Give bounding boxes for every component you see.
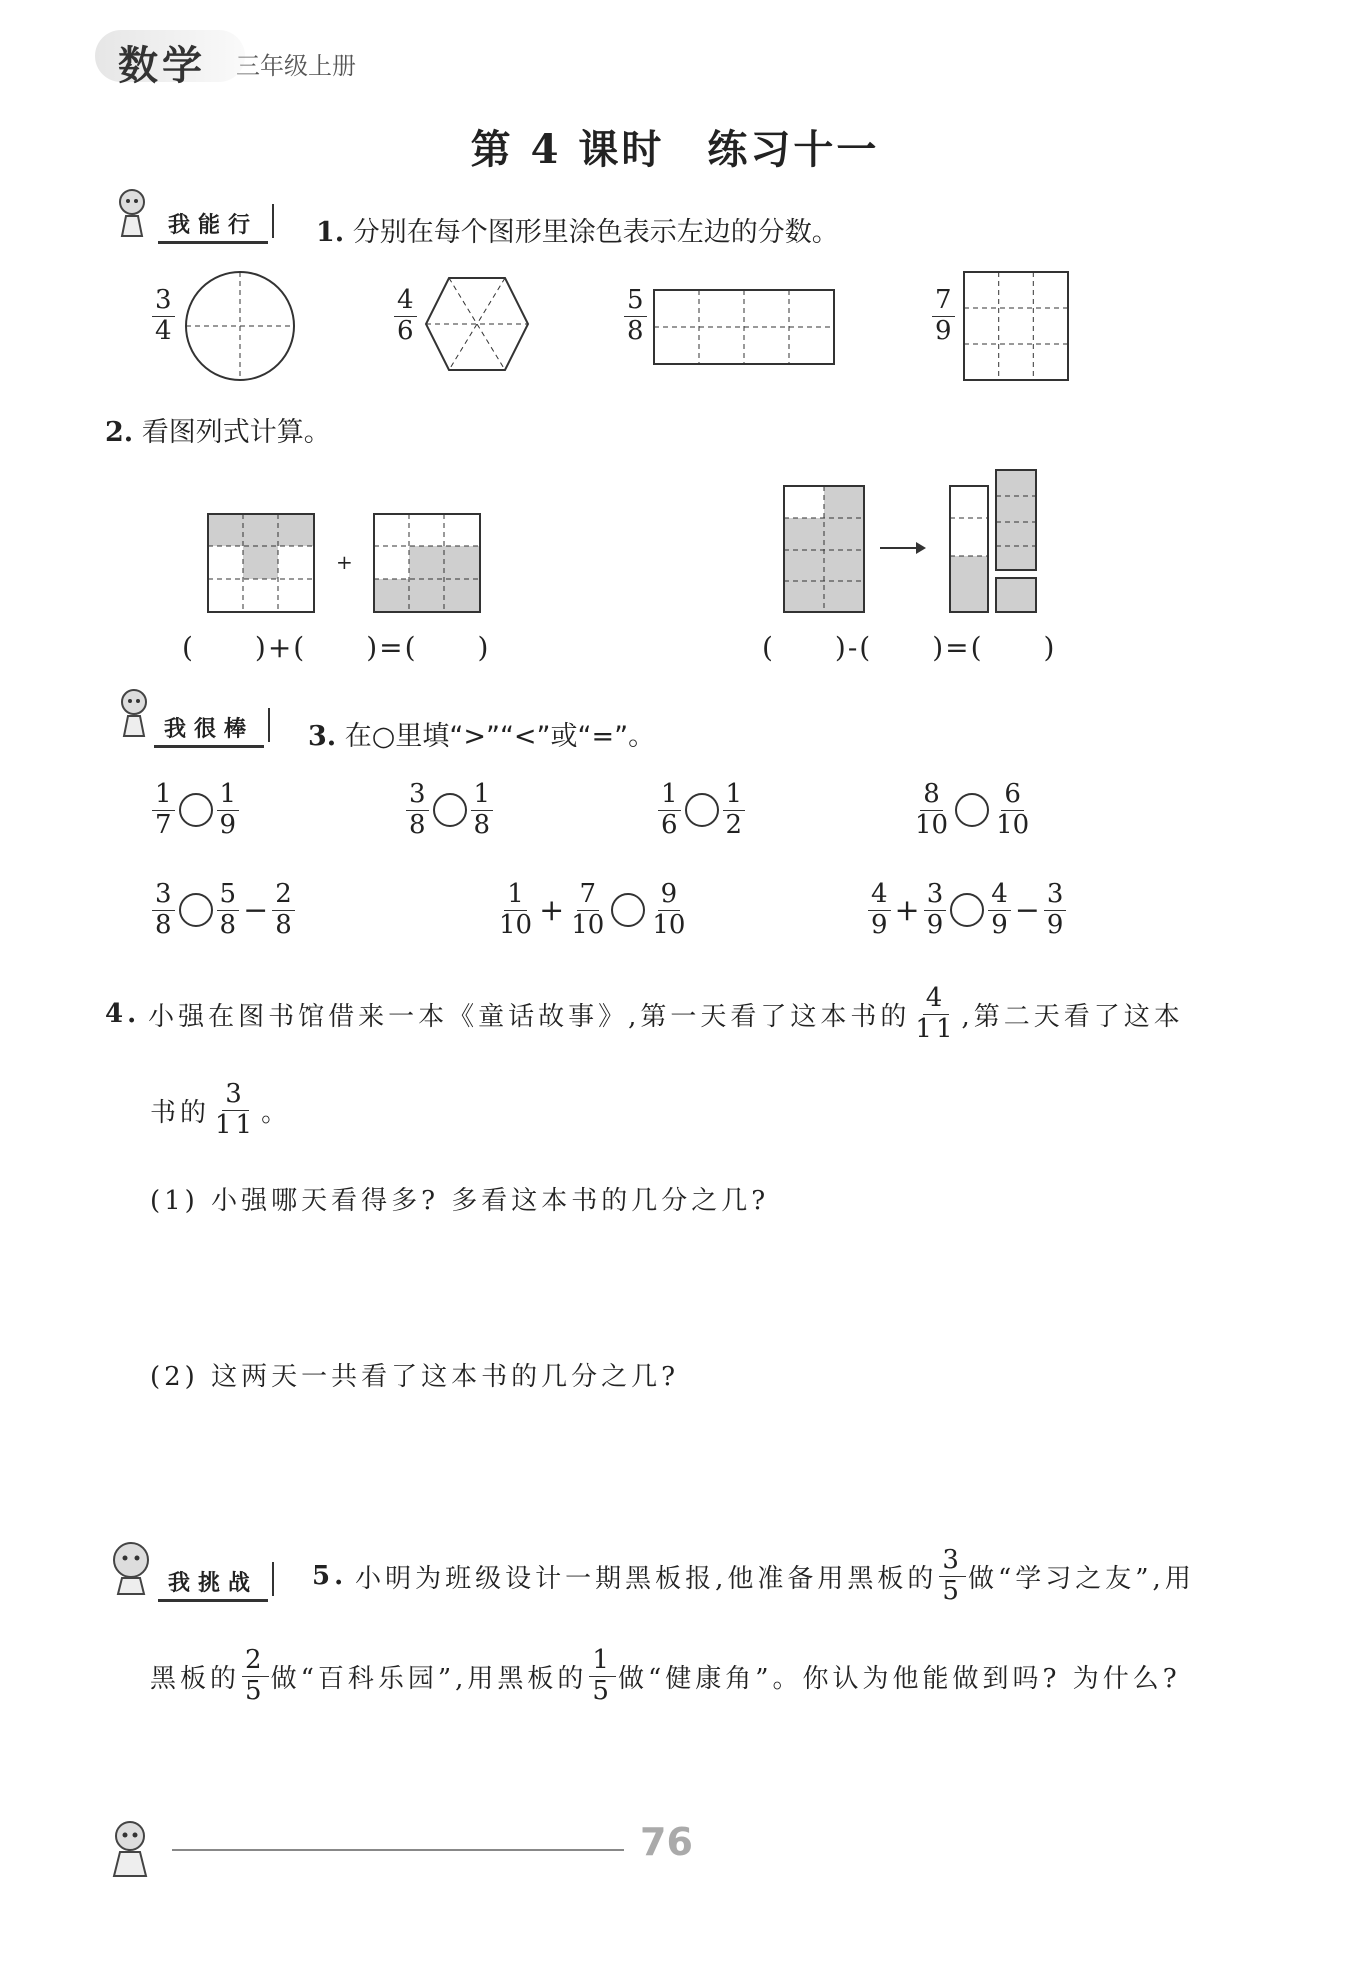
answer-circle[interactable] xyxy=(179,893,213,927)
compare-item: $\frac{1}{10}$ + $\frac{7}{10}$ $\frac{9}{10}$ xyxy=(499,879,686,940)
answer-circle[interactable] xyxy=(950,893,984,927)
arrow-right-icon xyxy=(880,540,926,556)
compare-item: $\frac{8}{10}$ $\frac{6}{10}$ xyxy=(915,779,1030,840)
answer-area-4-2[interactable] xyxy=(150,1406,1250,1516)
answer-circle[interactable] xyxy=(611,893,645,927)
answer-circle[interactable] xyxy=(179,793,213,827)
question-2 xyxy=(105,410,331,449)
badge-wo-hen-bang: 我很棒 xyxy=(154,712,264,748)
q1-fraction-2: $\frac{4}{6}$ xyxy=(392,286,419,347)
circle-shape[interactable] xyxy=(182,268,298,384)
addend-grid-1 xyxy=(206,512,316,614)
answer-circle[interactable] xyxy=(955,793,989,827)
question-5-cont: 黑板的 $\frac{2}{5}$ 做“百科乐园”,用黑板的 $\frac{1}{5}$ 做“健康角”。你认为他能做到吗? 为什么? xyxy=(150,1645,1181,1706)
footer-mascot-icon xyxy=(100,1818,160,1880)
question-2-text: 看图列式计算。 xyxy=(141,417,331,448)
page-number: 76 xyxy=(640,1820,693,1864)
question-2-number: 2. xyxy=(105,417,134,448)
compare-item: $\frac{1}{6}$ $\frac{1}{2}$ xyxy=(656,780,747,841)
question-4-sub-2: (2) 这两天一共看了这本书的几分之几? xyxy=(150,1362,680,1392)
question-3 xyxy=(308,714,655,753)
answer-area-5[interactable] xyxy=(150,1730,1250,1820)
answer-area-4-1[interactable] xyxy=(150,1230,1250,1340)
grade-label: 三年级上册 xyxy=(236,52,356,80)
footer-rule xyxy=(172,1849,624,1851)
q1-fraction-1: $\frac{3}{4}$ xyxy=(150,286,177,347)
page-title: 第 4 课时 练习十一 xyxy=(470,126,880,173)
mascot-icon xyxy=(106,1540,156,1596)
question-3-text: 在○里填“>”“<”或“=”。 xyxy=(344,721,656,752)
question-1-number: 1. xyxy=(316,217,345,248)
question-5: 5. 小明为班级设计一期黑板报,他准备用黑板的 $\frac{3}{5}$ 做“学习之友”,用 xyxy=(312,1545,1195,1606)
compare-item: $\frac{3}{8}$ $\frac{5}{8}$ − $\frac{2}{8}$ xyxy=(150,880,297,941)
answer-circle[interactable] xyxy=(433,793,467,827)
subject-label: 数学 xyxy=(118,43,206,89)
compare-item: $\frac{3}{8}$ $\frac{1}{8}$ xyxy=(404,780,495,841)
question-1-text: 分别在每个图形里涂色表示左边的分数。 xyxy=(352,217,839,248)
question-4-cont: 书的 $\frac{3}{11}$ 。 xyxy=(150,1079,292,1140)
mascot-icon xyxy=(110,686,156,742)
question-4: 4. 小强在图书馆借来一本《童话故事》,第一天看了这本书的 $\frac{4}{11}$ ,第二天看了这本 xyxy=(105,983,1184,1044)
question-5-number: 5. xyxy=(312,1561,348,1592)
result-split-rects xyxy=(948,468,1040,614)
question-4-sub-1: (1) 小强哪天看得多? 多看这本书的几分之几? xyxy=(150,1186,770,1216)
square-grid-shape[interactable] xyxy=(962,270,1070,382)
badge-wo-neng-xing: 我能行 xyxy=(158,208,268,244)
badge-wo-tiao-zhan: 我挑战 xyxy=(158,1566,268,1602)
question-4-number: 4. xyxy=(105,999,141,1030)
compare-item: $\frac{1}{7}$ $\frac{1}{9}$ xyxy=(150,780,241,841)
question-3-number: 3. xyxy=(308,721,337,752)
rectangle-shape[interactable] xyxy=(652,288,836,366)
answer-expression-sub[interactable]: ( )-( )=( ) xyxy=(762,631,1057,664)
answer-circle[interactable] xyxy=(685,793,719,827)
hexagon-shape[interactable] xyxy=(422,274,532,374)
plus-sign: + xyxy=(336,550,353,574)
answer-expression-add[interactable]: ( )+( )=( ) xyxy=(182,631,491,664)
compare-item: $\frac{4}{9}$ + $\frac{3}{9}$ $\frac{4}{9}$ − $\frac{3}{9}$ xyxy=(866,880,1068,941)
mascot-icon xyxy=(108,186,154,242)
q1-fraction-4: $\frac{7}{9}$ xyxy=(930,286,957,347)
question-1 xyxy=(316,210,839,249)
q1-fraction-3: $\frac{5}{8}$ xyxy=(622,286,649,347)
minuend-rect xyxy=(782,484,866,614)
addend-grid-2 xyxy=(372,512,482,614)
